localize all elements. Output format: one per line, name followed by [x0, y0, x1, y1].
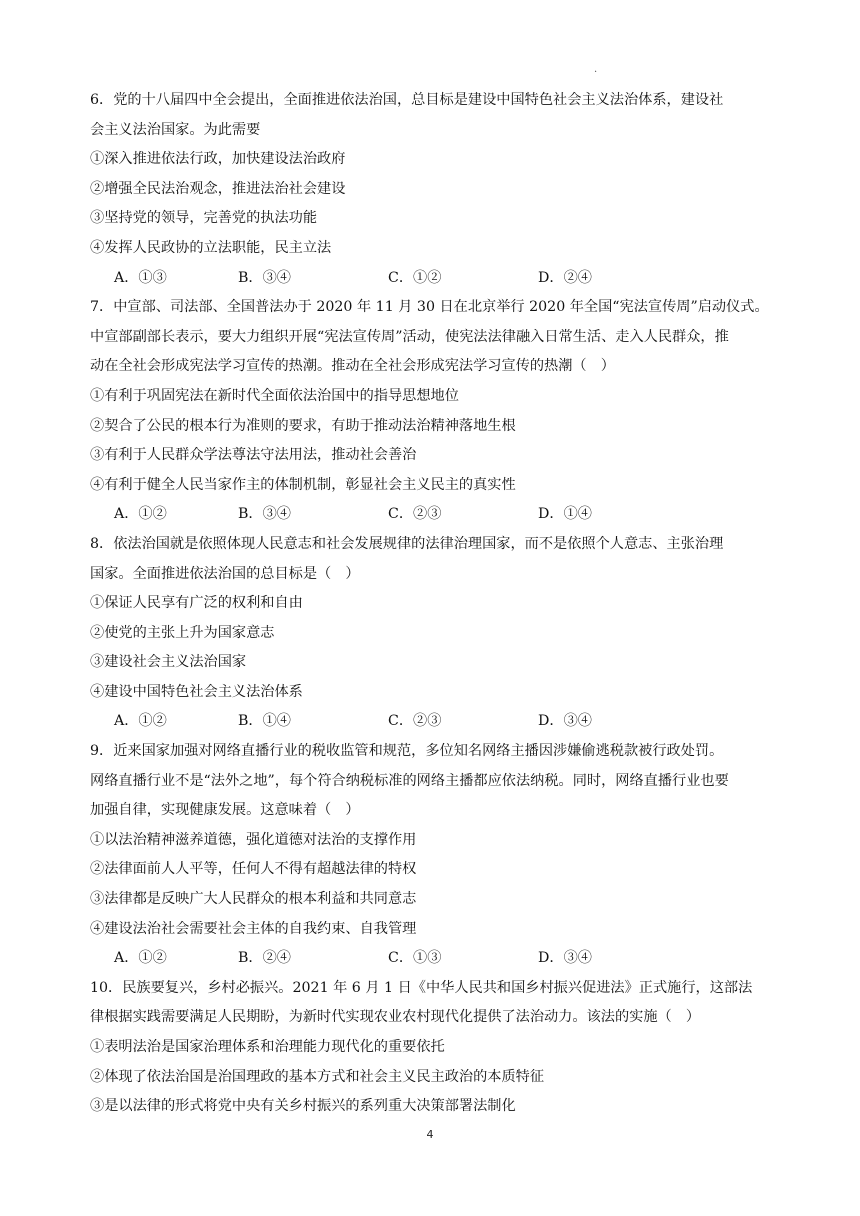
answer-options [90, 944, 774, 974]
question-stem-line: 动在全社会形成宪法学习宣传的热潮。推动在全社会形成宪法学习宣传的热潮（ ） [90, 358, 615, 375]
question-stem-line: 7．中宣部、司法部、全国普法办于 2020 年 11 月 30 日在北京举行 2020 年全国“宪法宣传周”启动仪式。 [90, 299, 769, 316]
statement-item: ①有利于巩固宪法在新时代全面依法治国中的指导思想地位 [90, 387, 459, 404]
question-stem-line: 8．依法治国就是依照体现人民意志和社会发展规律的法律治理国家，而不是依照个人意志、主张治理 [90, 535, 724, 552]
option-a: A．①② [114, 950, 167, 967]
statement-item: ④发挥人民政协的立法职能，民主立法 [90, 239, 332, 256]
option-d: D．②④ [538, 269, 592, 286]
header-mark: . [594, 64, 598, 75]
question-7 [90, 293, 774, 530]
statement-item: ②增强全民法治观念，推进法治社会建设 [90, 180, 346, 197]
question-8 [90, 530, 774, 737]
question-stem-line: 网络直播行业不是“法外之地”，每个符合纳税标准的网络主播都应依法纳税。同时，网络直播行业也要 [90, 772, 729, 789]
question-10 [90, 974, 774, 1122]
option-d: D．③④ [538, 713, 592, 730]
option-b: B．③④ [238, 506, 291, 523]
answer-options [90, 707, 774, 737]
option-a: A．①③ [114, 269, 167, 286]
statement-item: ①深入推进依法行政，加快建设法治政府 [90, 151, 346, 168]
question-stem-line: 10．民族要复兴，乡村必振兴。2021 年 6 月 1 日《中华人民共和国乡村振兴促进法》正式施行，这部法 [90, 979, 753, 996]
question-stem-line: 国家。全面推进依法治国的总目标是（ ） [90, 565, 360, 582]
statement-item: ④建设法治社会需要社会主体的自我约束、自我管理 [90, 920, 417, 937]
statement-item: ②法律面前人人平等，任何人不得有超越法律的特权 [90, 861, 417, 878]
statement-item: ②契合了公民的根本行为准则的要求，有助于推动法治精神落地生根 [90, 417, 516, 434]
question-stem-line: 9．近来国家加强对网络直播行业的税收监管和规范，多位知名网络主播因涉嫌偷逃税款被行政处罚。 [90, 743, 724, 760]
option-b: B．③④ [238, 269, 291, 286]
statement-item: ③法律都是反映广大人民群众的根本利益和共同意志 [90, 891, 417, 908]
option-c: C．①③ [388, 950, 442, 967]
statement-item: ③坚持党的领导，完善党的执法功能 [90, 210, 318, 227]
statement-item: ①表明法治是国家治理体系和治理能力现代化的重要依托 [90, 1039, 445, 1055]
option-d: D．③④ [538, 950, 592, 967]
question-list [90, 86, 774, 1122]
option-b: B．①④ [238, 713, 291, 730]
question-stem-line: 加强自律，实现健康发展。这意味着（ ） [90, 802, 360, 819]
option-c: C．②③ [388, 506, 442, 523]
question-stem-line: 会主义法治国家。为此需要 [90, 121, 261, 138]
question-9 [90, 737, 774, 974]
question-stem-line: 律根据实践需要满足人民期盼，为新时代实现农业农村现代化提供了法治动力。该法的实施（ ） [90, 1009, 701, 1026]
option-d: D．①④ [538, 506, 592, 523]
statement-item: ③建设社会主义法治国家 [90, 654, 247, 671]
option-b: B．②④ [238, 950, 291, 967]
statement-item: ③是以法律的形式将党中央有关乡村振兴的系列重大决策部署法制化 [90, 1098, 516, 1115]
question-stem-line: 中宣部副部长表示，要大力组织开展“宪法宣传周”活动，使宪法法律融入日常生活、走入人民群众，推 [90, 328, 729, 345]
option-c: C．①② [388, 269, 442, 286]
question-stem-line: 6．党的十八届四中全会提出，全面推进依法治国，总目标是建设中国特色社会主义法治体系，建设社 [90, 92, 724, 108]
statement-item: ④建设中国特色社会主义法治体系 [90, 683, 303, 700]
statement-item: ①以法治精神滋养道德，强化道德对法治的支撑作用 [90, 831, 417, 848]
statement-item: ②使党的主张上升为国家意志 [90, 624, 275, 641]
option-c: C．②③ [388, 713, 442, 730]
question-6 [90, 86, 774, 293]
option-a: A．①② [114, 506, 167, 523]
statement-item: ①保证人民享有广泛的权利和自由 [90, 595, 303, 612]
option-a: A．①② [114, 713, 167, 730]
statement-item: ④有利于健全人民当家作主的体制机制，彰显社会主义民主的真实性 [90, 476, 516, 493]
answer-options [90, 264, 774, 294]
answer-options [90, 500, 774, 530]
statement-item: ②体现了依法治国是治国理政的基本方式和社会主义民主政治的本质特征 [90, 1068, 545, 1085]
statement-item: ③有利于人民群众学法尊法守法用法，推动社会善治 [90, 447, 417, 464]
page-number: 4 [426, 1128, 434, 1141]
